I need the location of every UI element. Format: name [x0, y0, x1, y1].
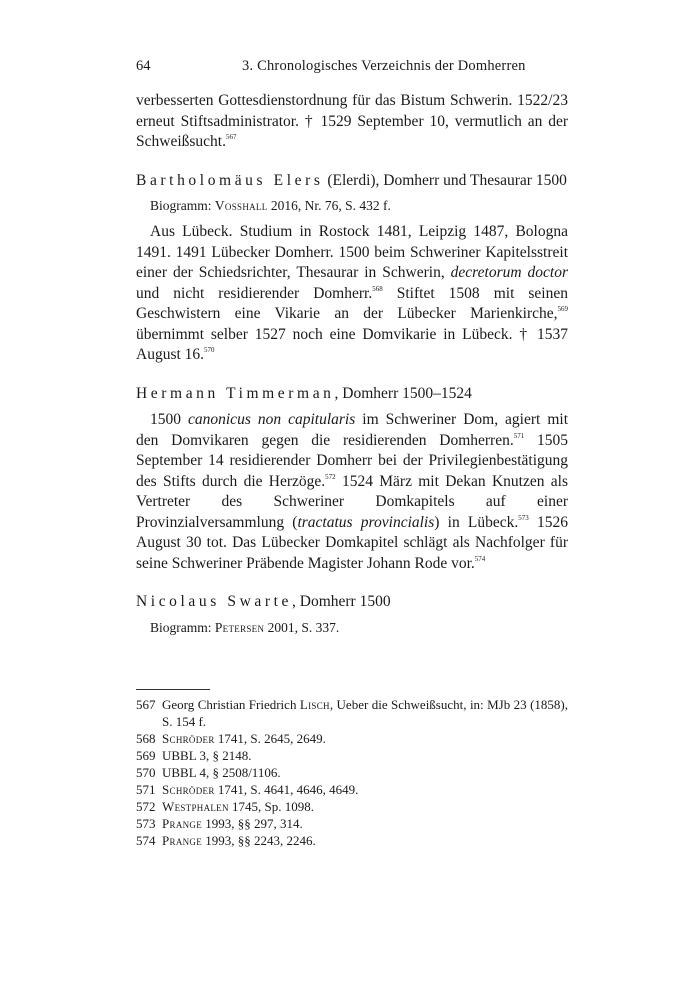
entry-name: Hermann Timmerman: [136, 384, 335, 402]
entry-name: Bartholomäus Elers: [136, 171, 324, 189]
biogramm-swarte: Biogramm: Petersen 2001, S. 337.: [150, 619, 340, 635]
entry-paragraph-timmerman: 1500 canonicus non capitularis im Schweriner Dom, agiert mit den Domvikaren gegen die residierenden Domherren.$^{571}$ 1505 September 14 residierender Domherr bei der Privilegienbestätigung des Stifts durch die Herzöge.$^{572}$ 1524 März mit Dekan Knutzen als Vertreter des Schweriner Domkapitels auf einer Provinzialversammlung (tractatus provincialis) in Lübeck.$^{573}$ 1526 August 30 tot. Das Lübecker Domkapitel schlägt als Nachfolger für seine Schweriner Präbende Magister Johann Rode vor.$^{574}$: [136, 411, 569, 572]
entry-paragraph-elers: Aus Lübeck. Studium in Rostock 1481, Leipzig 1487, Bologna 1491. 1491 Lübecker Domherr. 1500 beim Schweriner Kapitelsstreit einer der Schiedsrichter, Thesaurar in Schwerin, decretorum doctor und nicht residierender Domherr.$^{568}$ Stiftet 1508 mit seinen Geschwistern eine Vikarie an der Lübecker Marienkirche,$^{569}$ übernimmt selber 1527 noch eine Domvikarie in Lübeck. † 1537 August 16.$^{570}$: [136, 223, 568, 363]
footnote: 572 Westphalen 1745, Sp. 1098.: [136, 799, 315, 814]
footnote: 574 Prange 1993, §§ 2243, 2246.: [136, 833, 316, 848]
entry-name: Nicolaus Swarte: [136, 593, 293, 610]
footnote: 570 UBBL 4, § 2508/1106.: [136, 765, 281, 780]
chapter-title: 3. Chronologisches Verzeichnis der Domherren: [242, 58, 526, 74]
footnote-ref[interactable]: 567: [225, 133, 237, 141]
footnote-ref[interactable]: 573: [518, 513, 529, 522]
intro-paragraph: verbesserten Gottesdienstordnung für das Bistum Schwerin. 1522/23 erneut Stiftsadministrator. † 1529 September 10, vermutlich an der Schweißsucht.$^{567}$: [136, 92, 568, 150]
footnote: 571 Schröder 1741, S. 4641, 4646, 4649.: [136, 782, 359, 797]
footnote: 573 Prange 1993, §§ 297, 314.: [136, 816, 303, 831]
biogramm-elers: Biogramm: Vosshall 2016, Nr. 76, S. 432 f.: [150, 198, 391, 213]
footnote-ref[interactable]: 569: [557, 305, 568, 313]
entry-heading-timmerman: Hermann Timmerman, Domherr 1500–1524: [136, 384, 472, 402]
footnote: 569 UBBL 3, § 2148.: [136, 748, 252, 763]
page-number: 64: [136, 58, 151, 74]
footnotes: [136, 696, 568, 849]
footnote-ref[interactable]: 571: [513, 431, 525, 440]
footnote-ref[interactable]: 570: [204, 346, 215, 354]
footnote-ref[interactable]: 574: [474, 554, 486, 563]
footnote-ref[interactable]: 568: [372, 284, 383, 293]
footnote-divider: [136, 689, 210, 690]
entry-heading-elers: Bartholomäus Elers (Elerdi), Domherr und Thesaurar 1500: [136, 171, 567, 189]
entry-heading-swarte: Nicolaus Swarte, Domherr 1500: [136, 593, 391, 610]
main-text: [136, 91, 568, 644]
footnote: 568 Schröder 1741, S. 2645, 2649.: [136, 731, 326, 746]
footnote: 567 Georg Christian Friedrich Lisch, Ueber die Schweißsucht, in: MJb 23 (1858), S. 154 f.: [136, 697, 568, 729]
footnote-ref[interactable]: 572: [325, 472, 336, 481]
